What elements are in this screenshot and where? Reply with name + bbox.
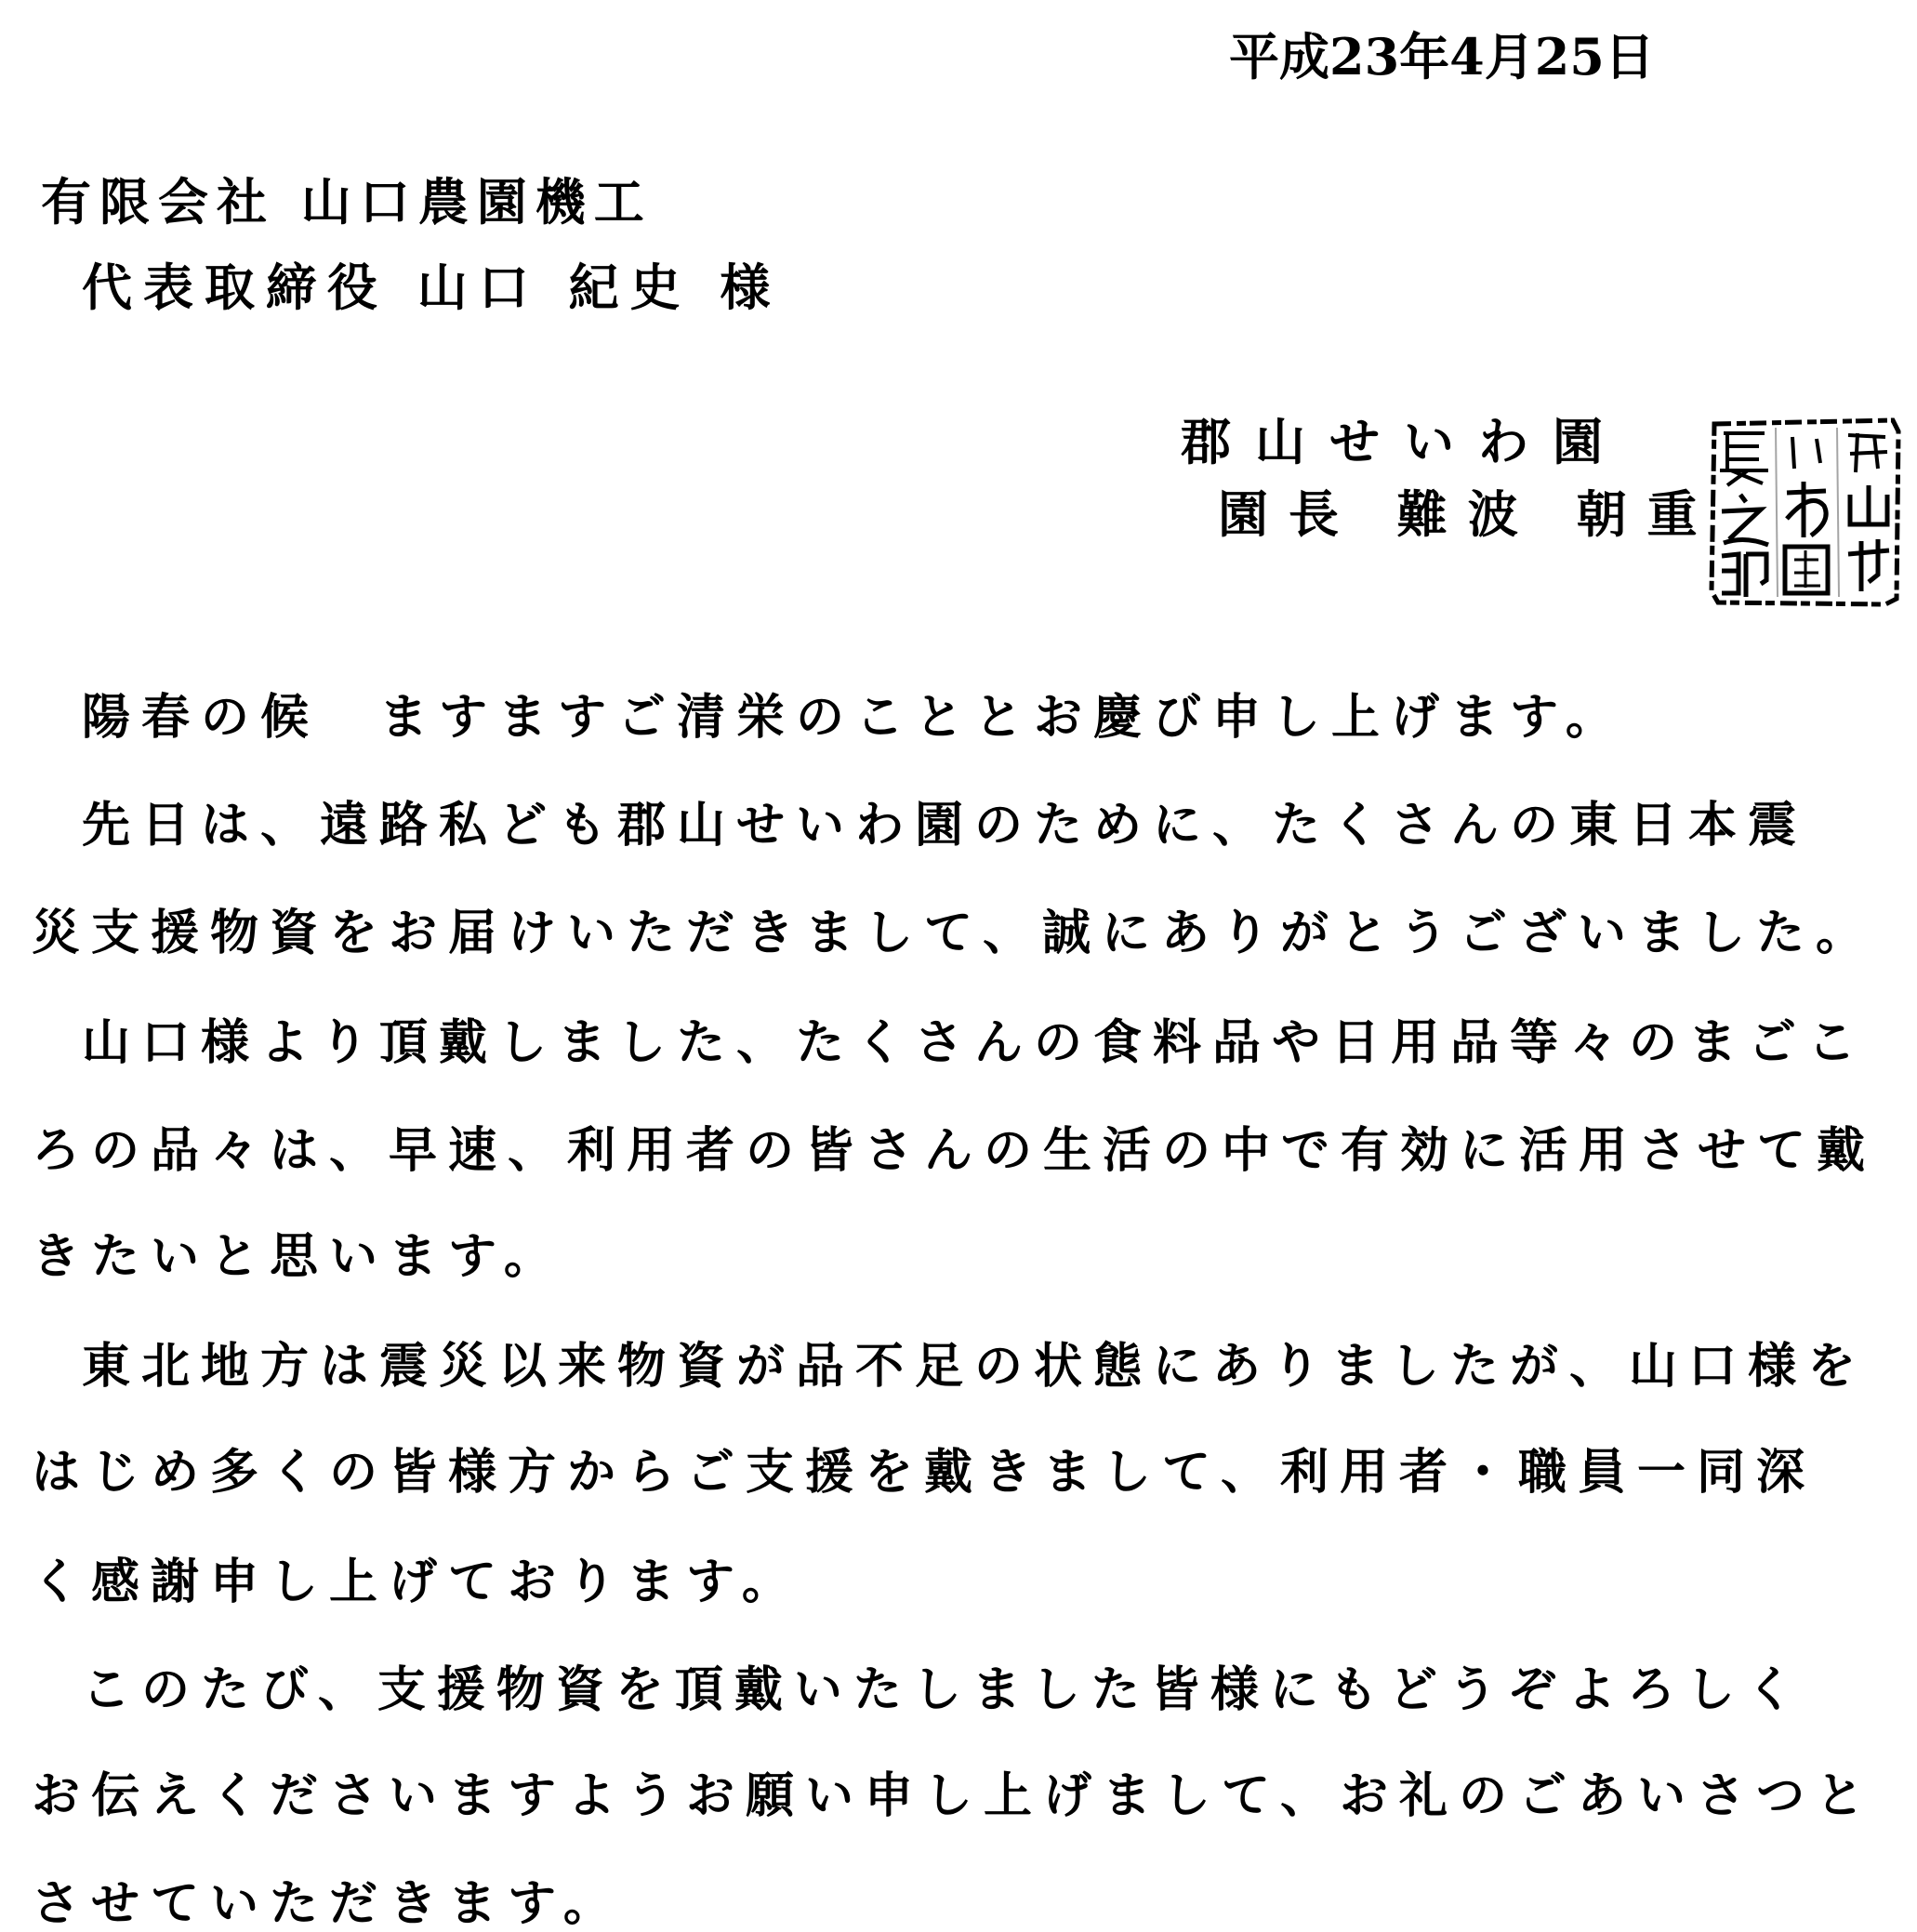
body-line-7: 東北地方は震災以来物資が品不足の状態にありましたが、山口様を <box>82 1338 1868 1395</box>
body-line-2: 先日は、遠路私ども郡山せいわ園のために、たくさんの東日本震 <box>82 797 1808 854</box>
letter-date: 平成23年4月25日 <box>1229 27 1655 86</box>
seal-stamp-icon <box>1707 415 1904 608</box>
recipient-company: 有限会社 山口農園機工 <box>41 172 653 232</box>
body-line-5: ろの品々は、早速、利用者の皆さんの生活の中で有効に活用させて戴 <box>32 1122 1877 1179</box>
body-line-3: 災支援物資をお届けいただきまして、誠にありがとうございました。 <box>32 905 1875 961</box>
sender-organization: 郡山せいわ園 <box>1181 412 1627 471</box>
body-line-10: このたび、支援物資を頂戴いたしました皆様にもどうぞよろしく <box>82 1661 1805 1718</box>
body-line-12: させていただきます。 <box>32 1875 623 1932</box>
body-line-1: 陽春の候 ますますご清栄のこととお慶び申し上げます。 <box>82 689 1625 746</box>
body-line-6: きたいと思います。 <box>32 1228 563 1285</box>
body-line-9: く感謝申し上げております。 <box>32 1554 801 1610</box>
body-line-8: はじめ多くの皆様方からご支援を戴きまして、利用者・職員一同深 <box>32 1444 1816 1501</box>
body-line-4: 山口様より頂戴しました、たくさんの食料品や日用品等々のまごこ <box>82 1014 1868 1071</box>
body-line-11: お伝えくださいますようお願い申し上げまして、お礼のごあいさつと <box>32 1767 1875 1824</box>
sender-name: 園長 難波 朝重 <box>1218 484 1718 544</box>
recipient-name: 代表取締役 山口 紀史 様 <box>82 258 782 317</box>
